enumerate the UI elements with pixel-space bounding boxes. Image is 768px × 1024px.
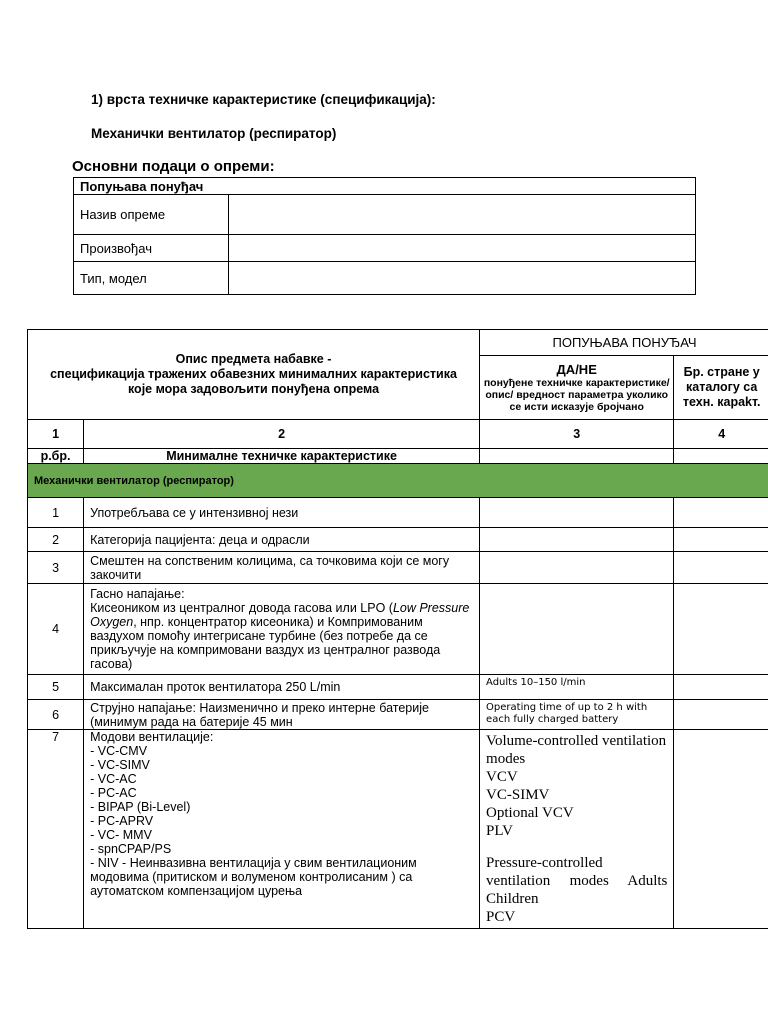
basic-row-label: Тип, модел <box>74 262 229 295</box>
requirement-text <box>84 584 480 675</box>
basic-row-label: Произвођач <box>74 235 229 262</box>
equipment-name-heading: Механички вентилатор (респиратор) <box>91 126 337 141</box>
catalog-cell[interactable] <box>674 675 768 700</box>
answer-cell[interactable] <box>480 528 674 552</box>
column-number: 2 <box>84 420 480 449</box>
answer-line: VC-SIMV <box>486 787 550 803</box>
yes-no-note: понуђене техничке карактеристике/ опис/ вредност параметра уколико се исти исказује бројчано <box>483 377 670 413</box>
answer-cell[interactable]: Operating time of up to 2 h with each fully charged battery <box>480 700 674 730</box>
row-number: 7 <box>28 730 84 929</box>
column-number: 1 <box>28 420 84 449</box>
catalog-cell[interactable] <box>674 700 768 730</box>
column-number: 3 <box>480 420 674 449</box>
answer-cell[interactable] <box>480 584 674 675</box>
basic-row-value[interactable] <box>229 262 696 295</box>
gas-supply-italic: Low Pressure Oxygen <box>90 601 470 629</box>
answer-cell[interactable] <box>480 730 674 929</box>
spec-type-heading: 1) врста техничке карактеристике (спецификација): <box>91 92 436 107</box>
answer-cell[interactable] <box>480 449 674 464</box>
requirement-text: Категорија пацијента: деца и одрасли <box>84 528 480 552</box>
row-number: 5 <box>28 675 84 700</box>
basic-table-title: Попуњава понуђач <box>74 178 696 195</box>
catalog-cell[interactable] <box>674 584 768 675</box>
basic-row-value[interactable] <box>229 235 696 262</box>
answer-cell[interactable]: Adults 10–150 l/min <box>480 675 674 700</box>
mode-line: - VC-AC <box>90 772 137 786</box>
column-number: 4 <box>674 420 768 449</box>
row-number: 4 <box>28 584 84 675</box>
row-number: 3 <box>28 552 84 584</box>
ventilation-modes <box>84 730 480 929</box>
mode-line: - PC-APRV <box>90 814 154 828</box>
answer-line: Optional VCV <box>486 805 574 821</box>
mode-line: - BIPAP (Bi-Level) <box>90 800 191 814</box>
filled-by-bidder-header: ПОПУЊАВА ПОНУЂАЧ <box>480 330 768 356</box>
min-characteristics-header: Минималне техничке карактеристике <box>84 449 480 464</box>
requirement-text: Максималан проток вентилатора 250 L/min <box>84 675 480 700</box>
answer-line: PLV <box>486 823 514 839</box>
catalog-page-header: Бр. стране у каталогу са техн. карakт. <box>674 356 768 420</box>
mode-line: - VC-CMV <box>90 744 148 758</box>
section-row: Механички вентилатор (респиратор) <box>28 464 768 498</box>
row-number: 2 <box>28 528 84 552</box>
gas-supply-title: Гасно напајање: <box>90 587 185 601</box>
gas-supply-text-a: Кисеоником из централног довода гасова или LPO ( <box>90 601 393 615</box>
mode-line: - PC-AC <box>90 786 137 800</box>
basic-row-value[interactable] <box>229 195 696 235</box>
catalog-cell[interactable] <box>674 730 768 929</box>
gas-supply-text-b: , нпр. концентратор кисеоника) и Компримованим ваздухом помоћу интегрисане турбине (без потребе да се прикључује на компримовани ваздух из централног развода гасова) <box>90 615 441 671</box>
basic-data-heading: Основни подаци о опреми: <box>72 158 275 175</box>
requirement-text: Смештен на сопственим колицима, са точковима који се могу закочити <box>84 552 480 584</box>
mode-line: Модови вентилације: <box>90 730 214 744</box>
row-number-header: р.бр. <box>28 449 84 464</box>
catalog-cell[interactable] <box>674 449 768 464</box>
yes-no-title: ДА/НЕ <box>556 362 597 377</box>
answer-line: Volume-controlled ventilation modes <box>486 733 667 767</box>
row-number: 1 <box>28 498 84 528</box>
requirement-text: Употребљава се у интензивној нези <box>84 498 480 528</box>
mode-line: - spnCPAP/PS <box>90 842 172 856</box>
description-header: Опис предмета набавке - спецификација тражених обавезних минималних карактеристика које мора задовољити понуђена опрема <box>28 330 480 420</box>
mode-line: - NIV - Неинвазивна вентилација у свим вентилационим модовима (притиском и волуменом контролисаним ) са аутоматском компензацијом цурења <box>90 856 417 898</box>
answer-line: Pressure-controlled ventilation modes Adults Children <box>486 855 668 907</box>
mode-line: - VC- MMV <box>90 828 152 842</box>
catalog-cell[interactable] <box>674 528 768 552</box>
requirement-text: Струјно напајање: Наизменично и преко интерне батерије (минимум рада на батерије 45 мин <box>84 700 480 730</box>
catalog-cell[interactable] <box>674 552 768 584</box>
basic-row-label: Назив опреме <box>74 195 229 235</box>
mode-line: - VC-SIMV <box>90 758 150 772</box>
specification-table <box>27 329 768 929</box>
answer-cell[interactable] <box>480 498 674 528</box>
basic-data-table <box>73 177 696 295</box>
catalog-cell[interactable] <box>674 498 768 528</box>
answer-line: PCV <box>486 909 516 925</box>
row-number: 6 <box>28 700 84 730</box>
answer-cell[interactable] <box>480 552 674 584</box>
answer-line: VCV <box>486 769 518 785</box>
